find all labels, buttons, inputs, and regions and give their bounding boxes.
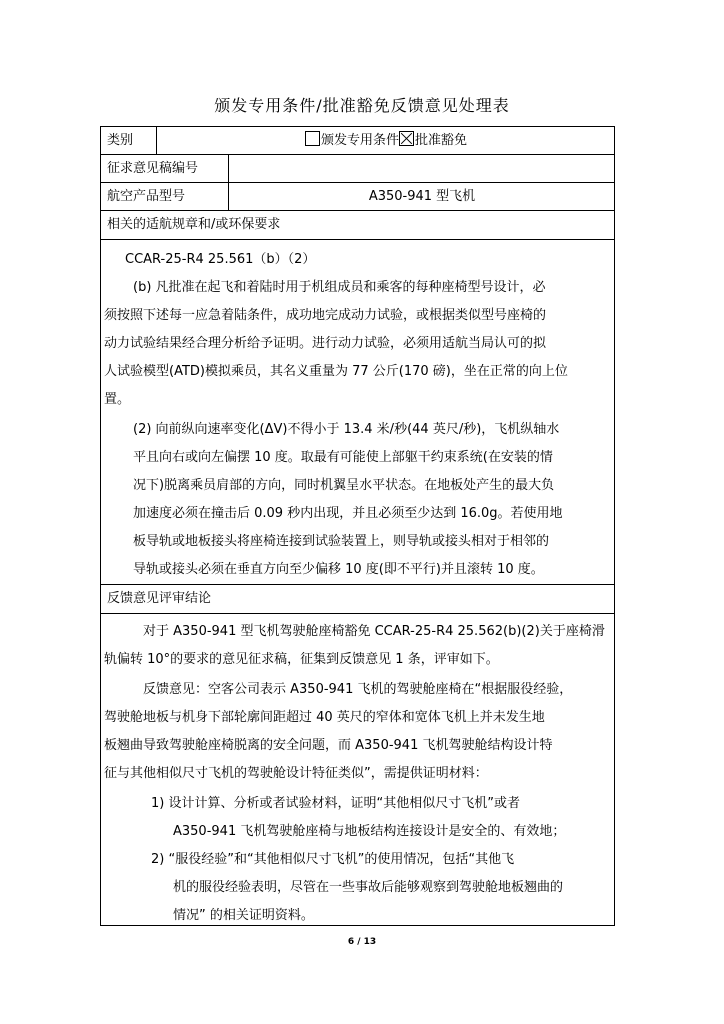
regulation-line: 加速度必须在撞击后 0.09 秒内出现，并且必须至少达到 16.0g。若使用地 [133, 506, 563, 521]
draft-number-label: 征求意见稿编号 [107, 161, 199, 176]
page-number: 6 / 13 [347, 937, 377, 947]
regulation-line: (b) 凡批准在起飞和着陆时用于机组成员和乘客的每种座椅型号设计，必 [133, 280, 546, 295]
regulation-line: (2) 向前纵向速率变化(ΔV)不得小于 13.4 米/秒(44 英尺/秒)，飞机纵轴水 [133, 422, 560, 437]
regulation-line: 人试验模型(ATD)模拟乘员，其名义重量为 77 公斤(170 磅)，坐在正常的向上位 [104, 364, 568, 379]
conclusion-line: 反馈意见：空客公司表示 A350-941 飞机的驾驶舱座椅在“根据服役经验， [143, 682, 573, 697]
draft-number-value [228, 155, 616, 182]
category-options [156, 127, 616, 154]
conclusion-text-row [101, 614, 614, 926]
checkbox-special-conditions[interactable] [305, 131, 320, 146]
conclusion-line: 征与其他相似尺寸飞机的驾驶舱设计特征类似”，需提供证明材料： [104, 766, 488, 781]
conclusion-list-item: A350-941 飞机驾驶舱座椅与地板结构连接设计是安全的、有效地； [173, 824, 566, 839]
regulation-text-row [101, 240, 614, 585]
conclusion-list-item: 2) “服役经验”和“其他相似尺寸飞机”的使用情况，包括“其他飞 [151, 852, 515, 867]
conclusion-header-row [101, 585, 614, 614]
regulation-line: 平且向右或向左偏摆 10 度。取最有可能使上部躯干约束系统(在安装的情 [133, 450, 553, 465]
feedback-table [100, 126, 615, 926]
option-exemption: 批准豁免 [415, 133, 468, 148]
conclusion-list-item: 1) 设计计算、分析或者试验材料，证明“其他相似尺寸飞机”或者 [151, 796, 520, 811]
option-special-conditions: 颁发专用条件 [320, 133, 399, 148]
product-model-value: A350-941 型飞机 [368, 189, 476, 204]
regulation-header-row [101, 211, 614, 240]
conclusion-list-item: 机的服役经验表明，尽管在一些事故后能够观察到驾驶舱地板翘曲的 [173, 880, 564, 895]
conclusion-list-item: 情况” 的相关证明资料。 [173, 908, 314, 923]
regulation-line: CCAR-25-R4 25.561（b）（2） [125, 252, 316, 267]
conclusion-line: 轨偏转 10°的要求的意见征求稿，征集到反馈意见 1 条，评审如下。 [104, 652, 499, 667]
regulation-header-label: 相关的适航规章和/或环保要求 [107, 217, 281, 232]
checkbox-exemption[interactable] [399, 131, 414, 146]
regulation-line: 导轨或接头必须在垂直方向至少偏移 10 度(即不平行)并且滚转 10 度。 [133, 562, 544, 577]
regulation-line: 须按照下述每一应急着陆条件，成功地完成动力试验，或根据类似型号座椅的 [104, 308, 547, 323]
conclusion-line: 驾驶舱地板与机身下部轮廓间距超过 40 英尺的窄体和宽体飞机上并未发生地 [104, 710, 545, 725]
product-model-label: 航空产品型号 [107, 189, 186, 204]
regulation-line: 况下)脱离乘员肩部的方向，同时机翼呈水平状态。在地板处产生的最大负 [133, 478, 555, 493]
product-model-row [101, 183, 614, 211]
conclusion-line: 对于 A350-941 型飞机驾驶舱座椅豁免 CCAR-25-R4 25.562(b)(2)关于座椅滑 [143, 624, 605, 639]
regulation-line: 动力试验结果经合理分析给予证明。进行动力试验，必须用适航当局认可的拟 [104, 336, 547, 351]
page-title: 颁发专用条件/批准豁免反馈意见处理表 [214, 96, 510, 115]
regulation-line: 置。 [104, 392, 131, 407]
regulation-line: 板导轨或地板接头将座椅连接到试验装置上，则导轨或接头相对于相邻的 [133, 534, 550, 549]
draft-number-row [101, 155, 614, 183]
category-row [101, 127, 614, 155]
conclusion-header-label: 反馈意见评审结论 [107, 591, 212, 606]
category-label: 类别 [107, 133, 134, 148]
conclusion-line: 板翘曲导致驾驶舱座椅脱离的安全问题，而 A350-941 飞机驾驶舱结构设计特 [104, 738, 553, 753]
